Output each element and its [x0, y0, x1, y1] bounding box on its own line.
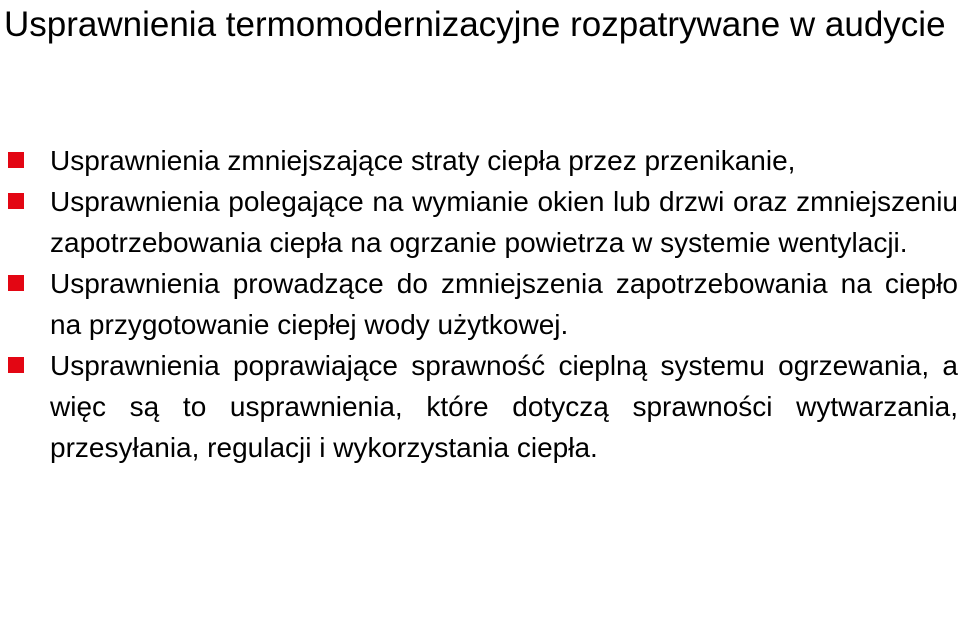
bullet-text: Usprawnienia zmniejszające straty ciepła przez przenikanie,: [50, 145, 796, 176]
bullet-item: [0, 263, 958, 345]
bullet-text: Usprawnienia prowadzące do zmniejszenia zapotrzebowania na ciepło na przygotowanie ciepłej wody użytkowej.: [50, 268, 958, 340]
bullet-list: [0, 140, 960, 468]
bullet-item: [0, 140, 958, 181]
slide-title: Usprawnienia termomodernizacyjne rozpatrywane w audycie: [4, 5, 946, 44]
red-square-bullet-icon: [8, 193, 24, 209]
bullet-text: Usprawnienia polegające na wymianie okien lub drzwi oraz zmniejszeniu zapotrzebowania ciepła na ogrzanie powietrza w systemie wentylacji.: [50, 186, 958, 258]
red-square-bullet-icon: [8, 275, 24, 291]
red-square-bullet-icon: [8, 357, 24, 373]
bullet-text: Usprawnienia poprawiające sprawność cieplną systemu ogrzewania, a więc są to usprawnienia, które dotyczą sprawności wytwarzania, przesyłania, regulacji i wykorzystania ciepła.: [50, 350, 958, 463]
bullet-item: [0, 181, 958, 263]
bullet-item: [0, 345, 958, 468]
red-square-bullet-icon: [8, 152, 24, 168]
